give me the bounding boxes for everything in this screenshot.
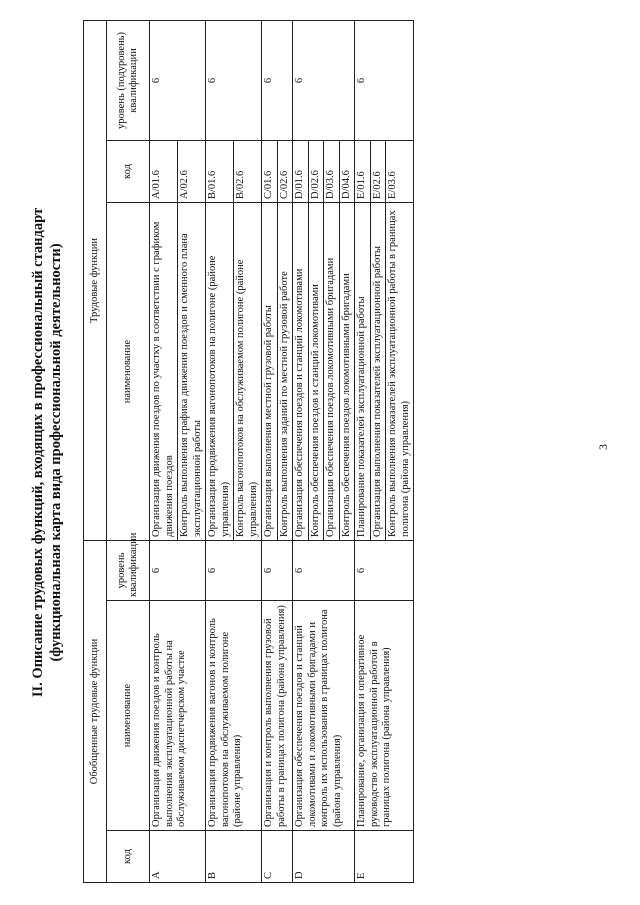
section-title: II. Описание трудовых функций, входящих в профессиональный стандарт xyxy=(30,207,46,698)
table-row xyxy=(293,20,309,882)
fn-code-cell: E/01.6 xyxy=(355,141,371,203)
gen-code-cell: E xyxy=(355,831,414,883)
fn-code-cell: B/01.6 xyxy=(206,141,234,203)
fn-code-cell: C/01.6 xyxy=(262,141,278,203)
table-row xyxy=(150,20,178,882)
fn-name-cell: Контроль выполнения графика движения поездов и сменного плана эксплуатационной работы xyxy=(178,203,206,541)
fn-code-cell: B/02.6 xyxy=(234,141,262,203)
table-row xyxy=(355,20,371,882)
fn-name-cell: Организация движения поездов по участку в соответствии с графиком движения поездов xyxy=(150,203,178,541)
gen-code-cell: D xyxy=(293,831,355,883)
fn-name-cell: Контроль выполнения показателей эксплуатационной работы в границах полигона (района управления) xyxy=(386,203,414,541)
fn-name-cell: Контроль обеспечения поездов локомотивными бригадами xyxy=(339,203,355,541)
fn-name-cell: Организация продвижения вагонопотоков на полигоне (районе управления) xyxy=(206,203,234,541)
gen-name-cell: Организация движения поездов и контроль выполнения эксплуатационной работы на обслуживаемом диспетчерском участке xyxy=(150,601,206,831)
fn-name-cell: Организация выполнения местной грузовой работы xyxy=(262,203,278,541)
fn-code-cell: D/03.6 xyxy=(324,141,340,203)
header-fn-code: код xyxy=(107,141,150,203)
gen-level-cell: 6 xyxy=(262,541,293,601)
gen-name-cell: Организация продвижения вагонов и контроль вагонопотоков на обслуживаемом полигоне (районе управления) xyxy=(206,601,262,831)
fn-level-cell: 6 xyxy=(355,20,414,140)
fn-code-cell: D/02.6 xyxy=(308,141,324,203)
gen-name-cell: Организация и контроль выполнения грузовой работы в границах полигона (района управления) xyxy=(262,601,293,831)
fn-name-cell: Контроль вагонопотоков на обслуживаемом полигоне (районе управления) xyxy=(234,203,262,541)
page-number: 3 xyxy=(596,444,610,450)
table-row xyxy=(262,20,278,882)
section-subtitle: (функциональная карта вида профессиональной деятельности) xyxy=(48,243,64,662)
header-generalized-functions: Обобщенные трудовые функции xyxy=(84,541,107,883)
fn-name-cell: Контроль выполнения заданий по местной грузовой работе xyxy=(277,203,293,541)
gen-level-cell: 6 xyxy=(293,541,355,601)
header-fn-name: наименование xyxy=(107,203,150,541)
fn-name-cell: Контроль обеспечения поездов и станций локомотивами xyxy=(308,203,324,541)
gen-name-cell: Планирование, организация и оперативное руководство эксплуатационной работой в границах полигона (района управления) xyxy=(355,601,414,831)
fn-level-cell: 6 xyxy=(150,20,206,140)
fn-name-cell: Планирование показателей эксплуатационной работы xyxy=(355,203,371,541)
fn-level-cell: 6 xyxy=(293,20,355,140)
header-row-groups xyxy=(84,20,107,882)
fn-code-cell: A/01.6 xyxy=(150,141,178,203)
gen-level-cell: 6 xyxy=(150,541,206,601)
header-fn-level: уровень (подуровень) квалификации xyxy=(107,20,150,140)
functional-map-table xyxy=(83,20,414,883)
fn-code-cell: D/04.6 xyxy=(339,141,355,203)
fn-level-cell: 6 xyxy=(206,20,262,140)
gen-level-cell: 6 xyxy=(206,541,262,601)
gen-code-cell: C xyxy=(262,831,293,883)
fn-name-cell: Организация выполнения показателей эксплуатационной работы xyxy=(370,203,386,541)
gen-level-cell: 6 xyxy=(355,541,414,601)
fn-code-cell: D/01.6 xyxy=(293,141,309,203)
fn-level-cell: 6 xyxy=(262,20,293,140)
fn-name-cell: Организация обеспечения поездов и станций локомотивами xyxy=(293,203,309,541)
header-name: наименование xyxy=(107,601,150,831)
header-level: уровень квалификации xyxy=(107,541,150,601)
fn-code-cell: E/02.6 xyxy=(370,141,386,203)
header-code: код xyxy=(107,831,150,883)
fn-code-cell: E/03.6 xyxy=(386,141,414,203)
fn-code-cell: C/02.6 xyxy=(277,141,293,203)
gen-code-cell: B xyxy=(206,831,262,883)
gen-name-cell: Организация обеспечения поездов и станций локомотивами и локомотивными бригадами и контроль их использования в границах полигона (района управления) xyxy=(293,601,355,831)
header-row-columns xyxy=(107,20,150,882)
fn-name-cell: Организация обеспечения поездов локомотивными бригадами xyxy=(324,203,340,541)
header-labor-functions: Трудовые функции xyxy=(84,20,107,540)
fn-code-cell: A/02.6 xyxy=(178,141,206,203)
gen-code-cell: A xyxy=(150,831,206,883)
table-row xyxy=(206,20,234,882)
